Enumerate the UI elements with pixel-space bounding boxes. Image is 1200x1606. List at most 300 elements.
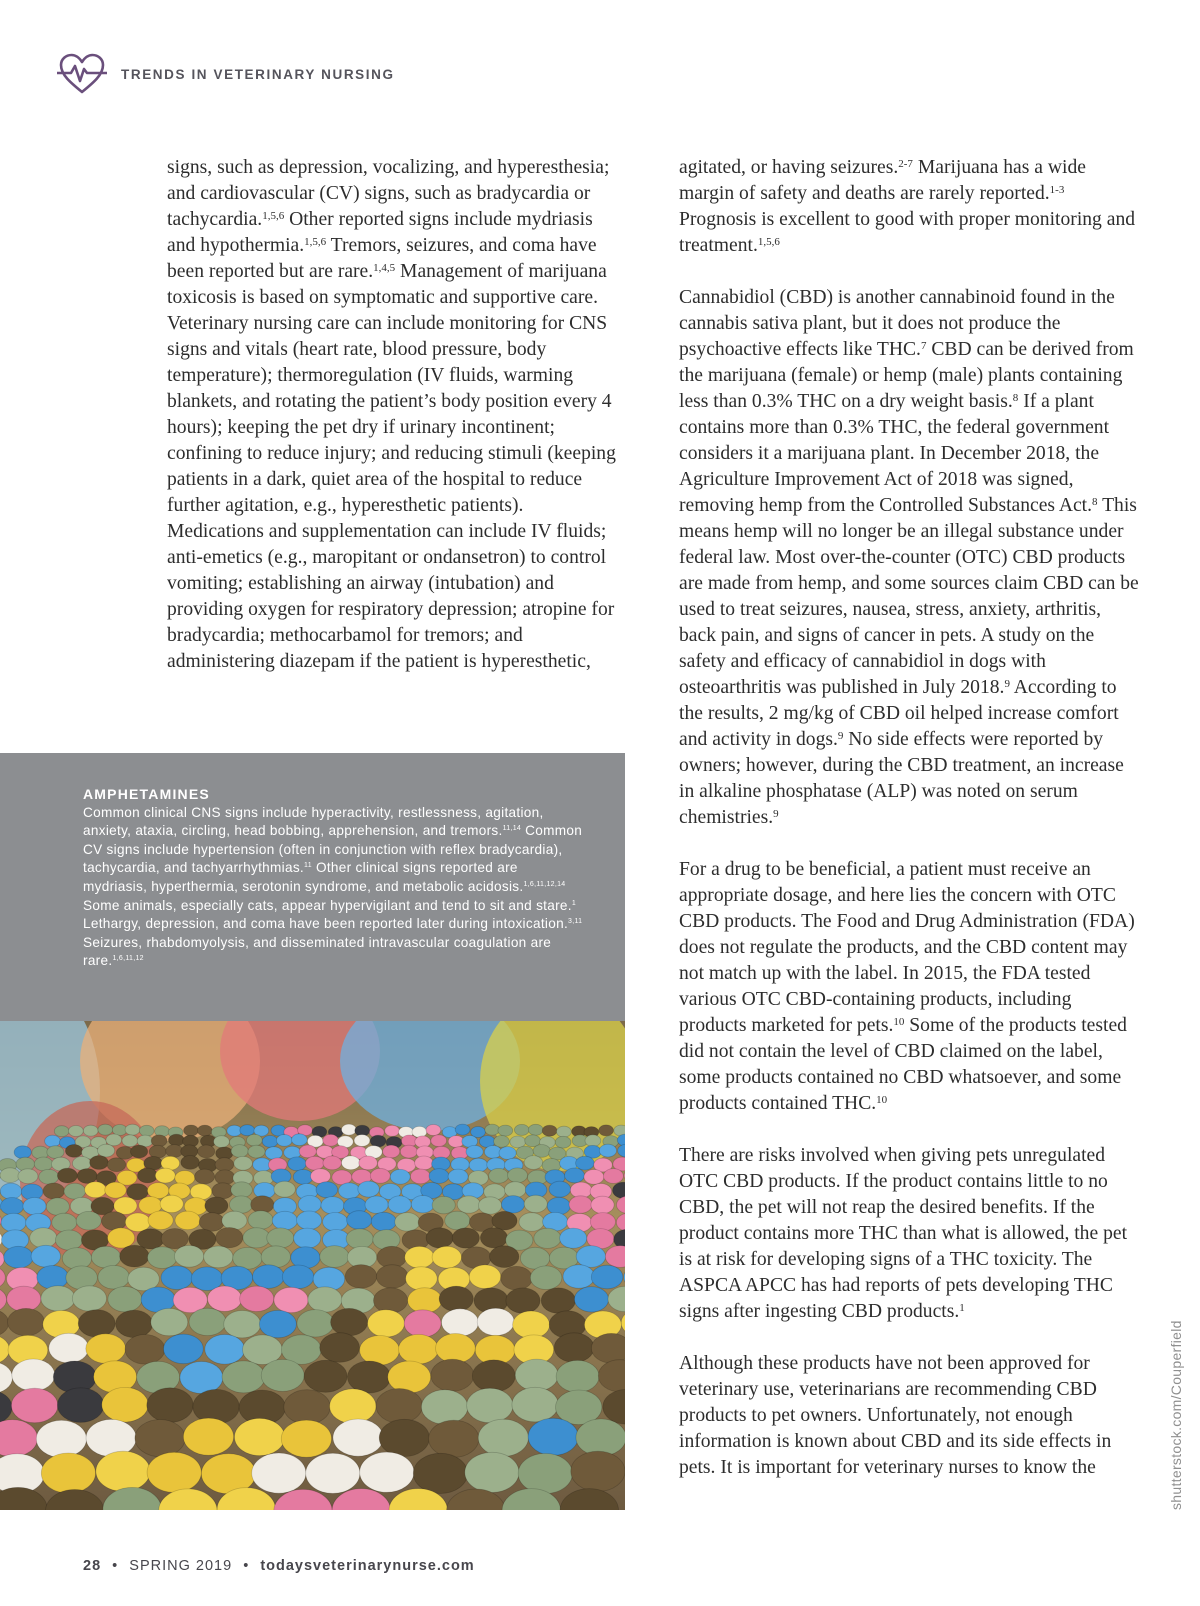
pill (151, 1135, 167, 1147)
pill (52, 1213, 77, 1232)
pill (292, 1134, 308, 1146)
pill (370, 1135, 386, 1147)
pill (248, 1145, 265, 1158)
pill (175, 1211, 200, 1230)
pill (368, 1310, 405, 1337)
pill (90, 1156, 109, 1170)
pill (262, 1136, 278, 1148)
pill (72, 1157, 91, 1171)
pill (333, 1419, 383, 1456)
pill (359, 1156, 378, 1170)
pill (222, 1211, 247, 1230)
pill (214, 1136, 230, 1148)
pill (297, 1310, 334, 1337)
citation-superscript: 8 (1012, 392, 1019, 404)
citation-superscript: 1,4,5 (373, 262, 396, 274)
pill (224, 1311, 261, 1338)
pill (198, 1145, 215, 1158)
pill (11, 1388, 57, 1423)
pill (501, 1266, 533, 1290)
pill (320, 1246, 349, 1268)
pill (445, 1211, 470, 1230)
pill (530, 1266, 562, 1290)
pill (534, 1228, 561, 1248)
pill (46, 1198, 69, 1215)
pill (183, 1418, 233, 1455)
pill (514, 1124, 529, 1135)
pill (549, 1181, 571, 1197)
citation-superscript: 11 (304, 862, 312, 870)
citation-superscript: 7 (920, 340, 927, 352)
pill (107, 1158, 126, 1172)
pill (304, 1360, 347, 1392)
footer-separator: • (243, 1558, 250, 1574)
pill (248, 1211, 273, 1230)
pill (116, 1310, 153, 1337)
pill (184, 1125, 199, 1136)
pill (49, 1333, 89, 1363)
pill (426, 1228, 453, 1248)
pill (360, 1336, 400, 1366)
pill (560, 1228, 587, 1248)
pill (515, 1359, 558, 1391)
heart-pulse-icon (57, 52, 107, 96)
pill (105, 1182, 127, 1198)
pill (261, 1246, 290, 1268)
pill (43, 1183, 65, 1199)
pill (147, 1388, 193, 1423)
pill (98, 1144, 115, 1157)
pill (576, 1246, 605, 1268)
pill (591, 1333, 625, 1363)
pill (169, 1134, 185, 1146)
pill (91, 1246, 120, 1268)
pill (547, 1197, 570, 1214)
pill (18, 1169, 38, 1184)
pill (281, 1420, 331, 1457)
section-title: TRENDS IN VETERINARY NURSING (121, 66, 395, 82)
citation-superscript: 1 (571, 899, 577, 907)
pill (86, 1334, 126, 1364)
pill (508, 1168, 528, 1183)
pill (477, 1308, 514, 1335)
pill (259, 1310, 296, 1337)
pill (243, 1228, 270, 1248)
pill (492, 1211, 517, 1230)
pill (469, 1158, 488, 1172)
pill (222, 1361, 265, 1393)
citation-superscript: 1,6,11,12,14 (523, 880, 566, 888)
pill (390, 1169, 410, 1184)
pill (120, 1245, 149, 1267)
pill (180, 1362, 223, 1394)
right-paragraph-5: Although these products have not been approved for veterinary use, veterinarians are recommending CBD products to pet owners. Unfortunately, not enough information is known about CBD and its side effects in pets. It is important for veterinary nurses to know the (679, 1353, 1112, 1478)
pill (297, 1211, 322, 1230)
pill (77, 1169, 97, 1184)
right-paragraph-1: agitated, or having seizures.$^{2-7}$ Marijuana has a wide margin of safety and deaths are rarely reported.$^{1-3}$ Prognosis is excellent to good with proper monitoring and treatment.$^{1,5,6}$ (679, 157, 1136, 256)
pill (37, 1266, 69, 1290)
citation-superscript: 1-3 (1049, 184, 1065, 196)
pill (78, 1310, 115, 1337)
pill (174, 1245, 203, 1267)
pill (0, 1168, 20, 1183)
pill (524, 1156, 543, 1170)
pill (125, 1124, 140, 1135)
pill (585, 1135, 601, 1147)
pill (39, 1169, 59, 1184)
pill (181, 1156, 200, 1170)
pill (528, 1124, 543, 1135)
pill (139, 1125, 154, 1136)
website-link[interactable]: todaysveterinarynurse.com (260, 1558, 475, 1574)
pill (556, 1360, 599, 1392)
pill (320, 1333, 360, 1363)
pill (298, 1196, 321, 1213)
pill (591, 1196, 614, 1213)
citation-superscript: 1 (959, 1302, 965, 1314)
right-column (679, 155, 1139, 1481)
pill (316, 1182, 338, 1198)
pill (557, 1126, 572, 1137)
pill (342, 1156, 361, 1170)
page-number: 28 (83, 1558, 102, 1574)
pill (519, 1213, 544, 1232)
pill (57, 1388, 103, 1423)
pill (574, 1287, 608, 1312)
pill (72, 1286, 106, 1311)
pill (155, 1168, 175, 1183)
sidebar-body: Common clinical CNS signs include hyperactivity, restlessness, agitation, anxiety, ataxia, circling, head bobbing, apprehension, and tremors.$^{11,14}$ Common CV signs include hypertension (often in conjunction with reflex bradycardia), tachycardia, and tachyarrhythmias.$^{11}$ Other clinical signs reported are mydriasis, hyperthermia, serotonin syndrome, and metabolic acidosis.$^{1,6,11,12,14}$ Some animals, especially cats, appear hypervigilant and tend to sit and stare.$^1$ Lethargy, depression, and coma have been reported later during intoxication.$^{3,11}$ Seizures, rhabdomyolysis, and disseminated intravascular coagulation are rare.$^{1,6,11,12}$ (83, 804, 583, 969)
pill (555, 1136, 571, 1148)
citation-superscript: 3,11 (568, 918, 583, 926)
pill (96, 1451, 150, 1491)
photo-credit: shutterstock.com/Couperfield (1168, 1320, 1184, 1510)
pill (65, 1145, 82, 1158)
pill (321, 1197, 344, 1214)
issue-label: SPRING 2019 (129, 1558, 233, 1574)
pill (405, 1246, 434, 1268)
pill (506, 1288, 540, 1313)
pill (83, 1125, 98, 1136)
pill (541, 1288, 575, 1313)
pill (164, 1334, 204, 1364)
pills-image (0, 1021, 625, 1510)
pill (345, 1265, 377, 1289)
pill (376, 1389, 422, 1424)
sidebar-title: AMPHETAMINES (83, 786, 210, 802)
pill (599, 1125, 614, 1136)
page-header (57, 52, 395, 96)
pill (478, 1419, 528, 1456)
pill (41, 1453, 95, 1493)
pill (108, 1287, 142, 1312)
pill (370, 1168, 390, 1183)
pill (14, 1146, 31, 1159)
pill (376, 1265, 408, 1289)
pill (429, 1420, 479, 1457)
pill (205, 1335, 245, 1365)
pill (216, 1228, 243, 1248)
pill (431, 1359, 474, 1391)
pill (499, 1147, 516, 1160)
pill (261, 1359, 304, 1391)
pill (23, 1198, 46, 1215)
pill (346, 1229, 373, 1249)
pill (360, 1452, 414, 1492)
pill (383, 1145, 400, 1158)
pill (421, 1390, 467, 1425)
pill (247, 1134, 263, 1146)
footer-separator: • (112, 1558, 119, 1574)
pill (478, 1197, 501, 1214)
pill (472, 1360, 515, 1392)
pill (323, 1134, 339, 1146)
pill (584, 1170, 604, 1185)
pill (395, 1213, 420, 1232)
pill (199, 1213, 224, 1232)
pill (431, 1135, 447, 1147)
pill (131, 1145, 148, 1158)
pill (406, 1267, 438, 1291)
pill (274, 1181, 296, 1197)
pill (240, 1286, 274, 1311)
pills-photo (0, 1021, 625, 1510)
pill (34, 1157, 53, 1171)
pill (565, 1168, 585, 1183)
pill (64, 1183, 86, 1199)
pill (36, 1420, 86, 1457)
citation-superscript: 1,5,6 (757, 236, 780, 248)
pill (305, 1156, 324, 1170)
pill (554, 1333, 594, 1363)
pill (576, 1156, 595, 1170)
pill (429, 1169, 449, 1184)
pill (147, 1452, 201, 1492)
pill (7, 1286, 41, 1311)
citation-superscript: 1,5,6 (262, 210, 285, 222)
pill (347, 1211, 372, 1230)
pill (212, 1183, 234, 1199)
pill (415, 1156, 434, 1170)
pill (591, 1265, 623, 1289)
pill (0, 1183, 22, 1199)
pill (151, 1308, 188, 1335)
right-paragraph-3: For a drug to be beneficial, a patient must receive an appropriate dosage, and here lies the concern with OTC CBD products. The Food and Drug Administration (FDA) does not regulate the products, and the CBD content may not match up with the label. In 2015, the FDA tested various OTC CBD-containing products, including products marketed for pets.$^{10}$ Some of the products tested did not contain the level of CBD claimed on the label, some products contained no CBD whatsoever, and some products contained THC.$^{10}$ (679, 859, 1135, 1114)
pill (504, 1182, 526, 1198)
pill (385, 1125, 400, 1136)
pill (358, 1181, 380, 1197)
pill (365, 1196, 388, 1213)
pill (542, 1125, 557, 1136)
pill (76, 1211, 101, 1230)
pill (485, 1124, 500, 1135)
pill (432, 1196, 455, 1213)
pill (265, 1147, 282, 1160)
pill (284, 1390, 330, 1425)
pill (323, 1213, 348, 1232)
pill (404, 1310, 441, 1337)
pill (436, 1334, 476, 1364)
pill (379, 1419, 429, 1456)
right-paragraph-2: Cannabidiol (CBD) is another cannabinoid found in the cannabis sativa plant, but it does not produce the psychoactive effects like THC.$^7$ CBD can be derived from the marijuana (female) or hemp (male) plants containing less than 0.3% THC on a dry weight basis.$^8$ If a plant contains more than 0.3% THC, the federal government considers it a marijuana plant. In December 2018, the Agriculture Improvement Act of 2018 was signed, removing hemp from the Controlled Substances Act.$^8$ This means hemp will no longer be an illegal substance under federal law. Most over-the-counter (OTC) CBD products are made from hemp, and some sources claim CBD can be used to treat seizures, nausea, stress, anxiety, arthritis, back pain, and signs of cancer in pets. A study on the safety and efficacy of cannabidiol in dogs with osteoarthritis was published in July 2018.$^9$ According to the results, 2 mg/kg of CBD oil helped increase comfort and activity in dogs.$^9$ No side effects were reported by owners; however, during the CBD treatment, an increase in alkaline phosphatase (ALP) was noted on serum chemistries.$^9$ (679, 287, 1139, 828)
pill (501, 1196, 524, 1213)
pill (338, 1183, 360, 1199)
pill (252, 1453, 306, 1493)
pill (354, 1135, 370, 1147)
pill (524, 1195, 547, 1212)
pill (410, 1169, 430, 1184)
pill (490, 1246, 519, 1268)
pill (457, 1196, 480, 1213)
pill (533, 1145, 550, 1158)
citation-superscript: 9 (837, 730, 844, 742)
citation-superscript: 9 (773, 808, 779, 820)
pill (323, 1156, 342, 1170)
pill (465, 1452, 519, 1492)
page-footer (83, 1558, 475, 1574)
pill (0, 1198, 23, 1215)
pill (411, 1196, 434, 1213)
pill (399, 1334, 439, 1364)
pill (45, 1135, 61, 1147)
pill (413, 1453, 467, 1493)
pill (160, 1195, 183, 1212)
pill (439, 1286, 473, 1311)
amphetamines-sidebar (0, 753, 625, 1021)
pill (571, 1451, 625, 1491)
pill (54, 1126, 69, 1137)
pill (208, 1286, 242, 1311)
pill (480, 1228, 507, 1248)
pill (231, 1145, 248, 1158)
pill (235, 1418, 285, 1455)
citation-superscript: 8 (1092, 496, 1098, 508)
pill (138, 1168, 158, 1183)
pill (108, 1228, 135, 1248)
pill (371, 1212, 396, 1231)
pill (408, 1288, 442, 1313)
pill (306, 1453, 360, 1493)
pill (31, 1245, 60, 1267)
pill (342, 1124, 357, 1135)
pill (294, 1228, 321, 1248)
pill (330, 1389, 376, 1424)
pill (215, 1170, 235, 1185)
pill (432, 1246, 461, 1268)
pill (204, 1246, 233, 1268)
pill (311, 1169, 331, 1184)
pill (4, 1246, 33, 1268)
pill (498, 1125, 513, 1136)
pill (272, 1211, 297, 1230)
pill (563, 1265, 595, 1289)
pill (57, 1168, 77, 1183)
pill (47, 1146, 64, 1159)
pill (308, 1287, 342, 1312)
pill (599, 1144, 616, 1157)
pill (161, 1266, 193, 1290)
pill (388, 1361, 431, 1393)
pill (513, 1311, 550, 1338)
pill (388, 1196, 411, 1213)
pill (331, 1308, 368, 1335)
pill (102, 1387, 148, 1422)
pill (122, 1135, 138, 1147)
pill (452, 1228, 479, 1248)
pill (197, 1125, 212, 1136)
pill (189, 1308, 226, 1335)
pill (528, 1418, 578, 1455)
pill (282, 1265, 314, 1289)
pill (148, 1211, 173, 1230)
pill (85, 1182, 107, 1198)
pill (518, 1453, 572, 1493)
pill (252, 1265, 284, 1289)
pill (466, 1145, 483, 1158)
left-column (167, 155, 617, 675)
pill (455, 1124, 470, 1135)
pill (125, 1335, 165, 1365)
pill (288, 1157, 307, 1171)
pill (231, 1182, 253, 1198)
pill (469, 1265, 501, 1289)
left-paragraph-1: signs, such as depression, vocalizing, and hyperesthesia; and cardiovascular (CV) signs, such as bradycardia or tachycardia.$^{1,5,6}$ Other reported signs include mydriasis and hypothermia.$^{1,5,6}$ Tremors, seizures, and coma have been reported but are rare.$^{1,4,5}$ Management of marijuana toxicosis is based on symptomatic and supportive care. Veterinary nursing care can include monitoring for CNS signs and vitals (heart rate, blood pressure, body temperature); thermoregulation (IV fluids, warming blankets, and rotating the patient’s body position every 4 hours); keeping the pet dry if urinary incontinent; confining to reduce injury; and reducing stimuli (keeping patients in a dark, quiet area of the hospital to reduce further agitation, e.g., hyperesthetic patients). Medications and supplementation can include IV fluids; anti-emetics (e.g., maropitant or ondansetron) to control vomiting; establishing an airway (intubation) and providing oxygen for respiratory depression; atropine for bradycardia; methocarbamol for tremors; and administering diazepam if the patient is hyperesthetic, (167, 157, 616, 672)
pill (426, 1125, 441, 1136)
pill (348, 1361, 391, 1393)
pill (512, 1387, 558, 1422)
pill (448, 1169, 468, 1184)
pill (230, 1196, 253, 1213)
pill (234, 1156, 253, 1170)
pill (8, 1308, 45, 1335)
pill (12, 1359, 55, 1391)
pill (205, 1197, 228, 1214)
pill (86, 1419, 136, 1456)
citation-superscript: 1,5,6 (304, 236, 327, 248)
pill (274, 1287, 308, 1312)
citation-superscript: 9 (1004, 678, 1010, 690)
pill (489, 1168, 509, 1183)
pill (135, 1420, 185, 1457)
pill (603, 1169, 623, 1184)
pill (467, 1388, 513, 1423)
pill (55, 1230, 82, 1250)
pill (30, 1228, 57, 1248)
citation-superscript: 10 (893, 1016, 905, 1028)
pill (374, 1288, 408, 1313)
citation-superscript: 2-7 (898, 158, 913, 170)
pill (98, 1124, 113, 1135)
pill (267, 1228, 294, 1248)
pill (400, 1145, 417, 1158)
pill (299, 1145, 316, 1158)
pill (1, 1213, 26, 1232)
pill (215, 1158, 234, 1172)
citation-superscript: 10 (876, 1094, 888, 1106)
pill (148, 1247, 177, 1269)
right-paragraph-4: There are risks involved when giving pets unregulated OTC CBD products. If the product contains little to no CBD, the pet will not reap the desired benefits. If the product contains more THC than what is allowed, the pet is at risk for developing signs of a THC toxicity. The ASPCA APCC has had reports of pets developing THC signs after ingesting CBD products.$^1$ (679, 1145, 1128, 1322)
pill (41, 1286, 75, 1311)
pill (569, 1196, 592, 1213)
pill (69, 1126, 84, 1137)
pill (576, 1419, 625, 1456)
citation-superscript: 1,6,11,12 (112, 955, 144, 963)
pill (240, 1125, 255, 1136)
pill (442, 1309, 479, 1336)
pill (195, 1169, 215, 1184)
citation-superscript: 11,14 (502, 825, 522, 833)
pill (276, 1135, 292, 1147)
